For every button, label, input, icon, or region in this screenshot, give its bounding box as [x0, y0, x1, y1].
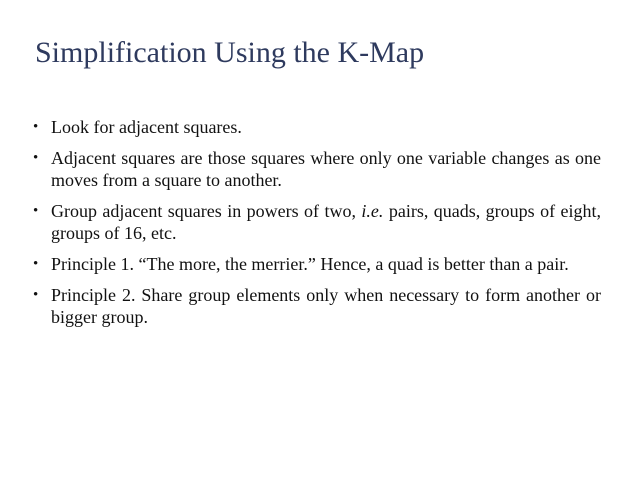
bullet-item: [33, 253, 601, 275]
bullet-icon: •: [33, 203, 39, 219]
bullet-text: [51, 201, 601, 243]
bullet-text: Principle 2. Share group elements only when necessary to form another or bigger group.: [51, 285, 601, 327]
bullet-text-part: pairs, quads, groups of eight, groups of 16, etc.: [51, 201, 602, 243]
bullet-text: Adjacent squares are those squares where only one variable changes as one moves from a square to another.: [51, 148, 601, 190]
bullet-icon: •: [33, 256, 39, 272]
bullet-text: Look for adjacent squares.: [51, 117, 242, 137]
bullet-item: [33, 116, 601, 138]
bullet-text-part: Group adjacent squares in powers of two,: [51, 201, 362, 221]
bullet-item: [33, 200, 601, 244]
bullet-item: [33, 284, 601, 328]
bullet-item: [33, 147, 601, 191]
bullet-list: [33, 116, 601, 337]
bullet-text-italic: i.e.: [361, 201, 384, 221]
bullet-icon: •: [33, 287, 39, 303]
slide-title: Simplification Using the K-Map: [35, 36, 425, 69]
bullet-text: Principle 1. “The more, the merrier.” Hence, a quad is better than a pair.: [51, 254, 569, 274]
bullet-icon: •: [33, 150, 39, 166]
bullet-icon: •: [33, 119, 39, 135]
